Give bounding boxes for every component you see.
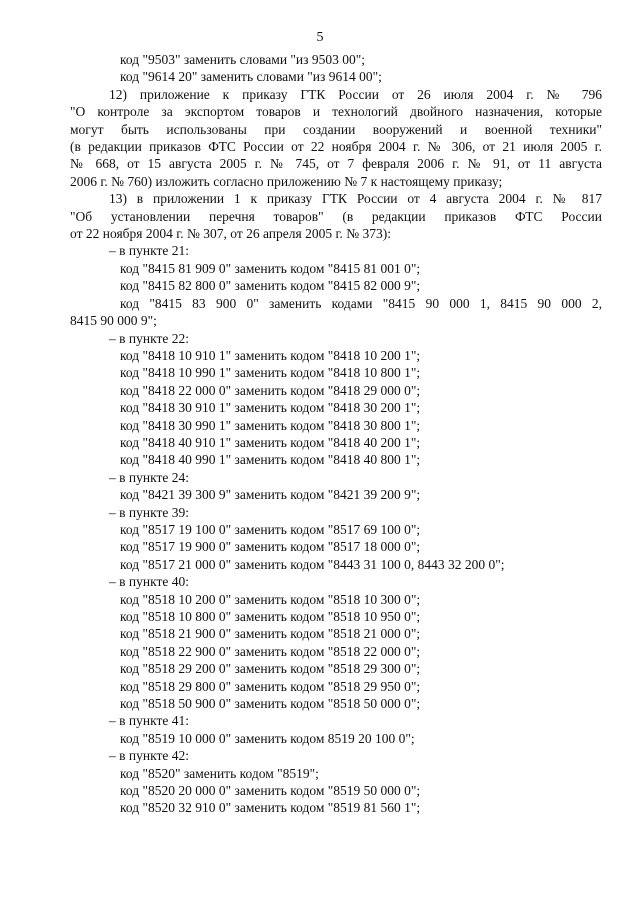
item-12-paragraph <box>70 86 602 190</box>
code-entry: код "8415 83 900 0" заменить кодами "8415 90 000 1, 8415 90 000 2, <box>120 295 602 311</box>
code-entry: код "8517 19 900 0" заменить кодом "8517 18 000 0"; <box>120 539 421 555</box>
section-punkt-40 <box>70 573 602 712</box>
code-entry-continuation: 8415 90 000 9"; <box>70 313 157 329</box>
item-13-line: от 22 ноября 2004 г. № 307, от 26 апреля 2005 г. № 373): <box>70 226 391 242</box>
section-punkt-22 <box>70 330 602 469</box>
code-entry: код "8518 21 900 0" заменить кодом "8518 21 000 0"; <box>120 626 421 642</box>
code-entry: код "8517 21 000 0" заменить кодом "8443 31 100 0, 8443 32 200 0"; <box>120 556 505 572</box>
document-body <box>70 51 602 817</box>
section-punkt-21 <box>70 242 602 329</box>
item-12-line: (в редакции приказов ФТС России от 22 ноября 2004 г. № 306, от 21 июля 2005 г. <box>70 139 602 155</box>
code-entry: код "8520" заменить кодом "8519"; <box>120 765 319 781</box>
intro-line: код "9503" заменить словами "из 9503 00"; <box>120 52 366 67</box>
section-heading: – в пункте 24: <box>109 469 189 485</box>
code-entry: код "8520 32 910 0" заменить кодом "8519 81 560 1"; <box>120 800 421 816</box>
item-12-line: могут быть использованы при создании вооружений и военной техники" <box>70 121 602 137</box>
section-heading: – в пункте 42: <box>109 748 189 764</box>
code-entry: код "8415 81 909 0" заменить кодом "8415 81 001 0"; <box>120 260 421 276</box>
item-13-line: "Об установлении перечня товаров" (в редакции приказов ФТС России <box>70 208 602 224</box>
code-entry: код "8518 29 200 0" заменить кодом "8518 29 300 0"; <box>120 661 421 677</box>
item-13-paragraph <box>70 190 602 242</box>
section-heading: – в пункте 40: <box>109 574 189 590</box>
item-12-line: 2006 г. № 760) изложить согласно приложению № 7 к настоящему приказу; <box>70 173 503 189</box>
item-12-line: 12) приложение к приказу ГТК России от 26 июля 2004 г. № 796 <box>109 86 602 102</box>
code-entry: код "8418 10 990 1" заменить кодом "8418 10 800 1"; <box>120 365 421 381</box>
code-entry: код "8418 30 910 1" заменить кодом "8418 30 200 1"; <box>120 400 421 416</box>
page-number: 5 <box>316 30 324 45</box>
code-entry: код "8415 82 800 0" заменить кодом "8415 82 000 9"; <box>120 278 421 294</box>
code-entry: код "8518 29 800 0" заменить кодом "8518 29 950 0"; <box>120 678 421 694</box>
code-entry: код "8519 10 000 0" заменить кодом 8519 20 100 0"; <box>120 730 415 746</box>
section-punkt-41 <box>70 712 602 747</box>
section-heading: – в пункте 22: <box>109 330 189 346</box>
code-entry: код "8518 22 900 0" заменить кодом "8518 22 000 0"; <box>120 643 421 659</box>
code-entry: код "8418 22 000 0" заменить кодом "8418 29 000 0"; <box>120 382 421 398</box>
code-entry: код "8518 50 900 0" заменить кодом "8518 50 000 0"; <box>120 696 421 712</box>
section-punkt-24 <box>70 469 602 504</box>
section-punkt-39 <box>70 504 602 574</box>
code-entry: код "8418 30 990 1" заменить кодом "8418 30 800 1"; <box>120 417 421 433</box>
code-entry: код "8421 39 300 9" заменить кодом "8421 39 200 9"; <box>120 487 421 503</box>
section-heading: – в пункте 41: <box>109 713 189 729</box>
code-entry: код "8520 20 000 0" заменить кодом "8519 50 000 0"; <box>120 783 421 799</box>
code-entry: код "8518 10 200 0" заменить кодом "8518 10 300 0"; <box>120 591 421 607</box>
item-13-line: 13) в приложении 1 к приказу ГТК России от 4 августа 2004 г. № 817 <box>109 191 602 207</box>
code-entry: код "8418 10 910 1" заменить кодом "8418 10 200 1"; <box>120 347 421 363</box>
item-12-line: № 668, от 15 августа 2005 г. № 745, от 7 февраля 2006 г. № 91, от 11 августа <box>70 156 602 172</box>
section-heading: – в пункте 21: <box>109 243 189 259</box>
intro-line: код "9614 20" заменить словами "из 9614 00"; <box>120 69 382 85</box>
code-entry: код "8418 40 910 1" заменить кодом "8418 40 200 1"; <box>120 434 421 450</box>
code-entry: код "8517 19 100 0" заменить кодом "8517 69 100 0"; <box>120 521 421 537</box>
section-punkt-42 <box>70 747 602 817</box>
section-heading: – в пункте 39: <box>109 504 189 520</box>
code-entry: код "8418 40 990 1" заменить кодом "8418 40 800 1"; <box>120 452 421 468</box>
item-12-line: "О контроле за экспортом товаров и технологий двойного назначения, которые <box>70 104 602 120</box>
code-entry: код "8518 10 800 0" заменить кодом "8518 10 950 0"; <box>120 609 421 624</box>
